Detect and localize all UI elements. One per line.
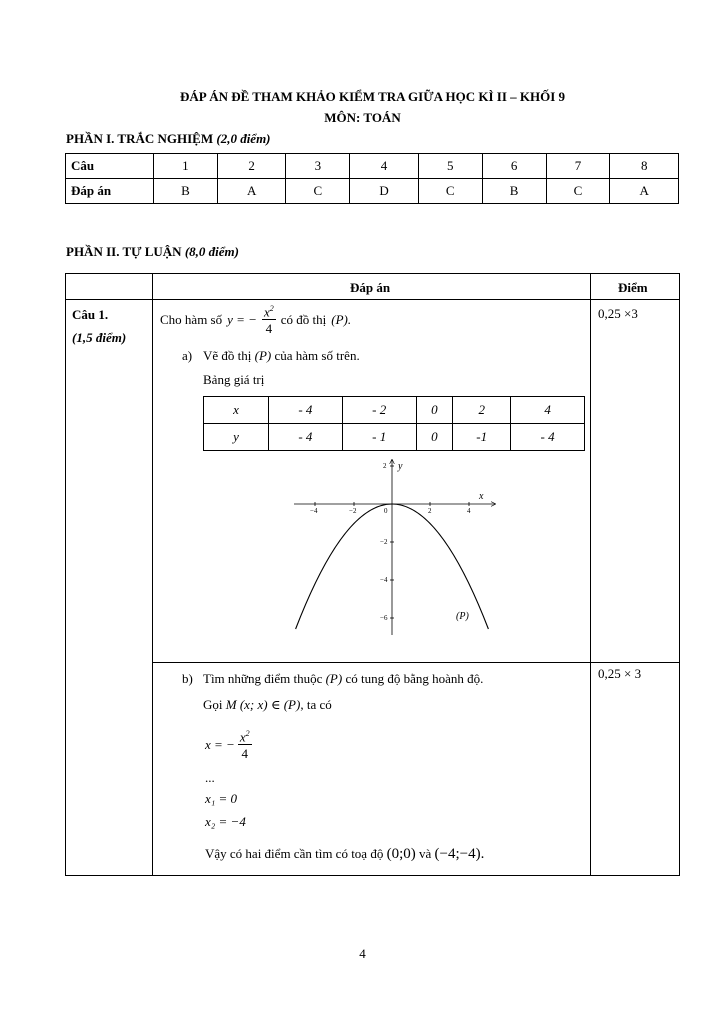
- value-table-caption: Bảng giá trị: [203, 372, 265, 387]
- x-value-3: 0: [416, 397, 453, 424]
- part-b-fraction: [238, 730, 252, 760]
- q1-label: Câu 1.: [72, 307, 109, 322]
- mc-answer-3: C: [286, 179, 350, 204]
- mc-answer-5: C: [418, 179, 482, 204]
- part2-points: (8,0 điểm): [184, 244, 239, 259]
- part-b-dots: ...: [205, 770, 215, 785]
- intro-p: (P).: [331, 312, 352, 328]
- x-tick-label-5: 4: [467, 507, 471, 515]
- part-b-point-2: (−4;−4).: [434, 846, 485, 862]
- x-axis-label: x: [479, 491, 484, 502]
- part-b-goi-line: [203, 697, 332, 713]
- mc-question-row: [66, 154, 679, 179]
- part-b-frac-num: x: [239, 729, 246, 745]
- intro-fraction: [262, 305, 276, 335]
- part-b-frac-den: 4: [241, 746, 248, 762]
- value-table-y-row: [204, 424, 585, 451]
- y-value-4: -1: [453, 424, 511, 451]
- q1-points: (1,5 điểm): [72, 330, 127, 345]
- value-table-x-label: x: [204, 397, 269, 424]
- mc-question-1: 1: [154, 154, 218, 179]
- part-b-x2: x₂ = −4: [205, 814, 246, 829]
- part-b-point-1: (0;0): [386, 846, 416, 862]
- part-b-goi: Gọi: [203, 697, 223, 712]
- essay-col-header-answer: Đáp án: [350, 280, 391, 295]
- y-value-2: - 1: [342, 424, 416, 451]
- essay-col-divider-1: [152, 273, 153, 876]
- mc-answer-8: A: [610, 179, 679, 204]
- part2-heading: [66, 244, 239, 260]
- part-b-p: (P): [325, 671, 343, 686]
- part-b-text: [203, 671, 483, 687]
- part-b-m: M (x; x) ∈ (P): [225, 697, 301, 712]
- part-b-text-1: Tìm những điểm thuộc: [203, 671, 323, 686]
- part-b-frac-exp: 2: [245, 729, 250, 738]
- part-a-text: [203, 348, 360, 364]
- intro-suffix: có đồ thị: [280, 312, 327, 328]
- score-part-b: 0,25 × 3: [598, 666, 642, 681]
- mc-question-4: 4: [350, 154, 419, 179]
- part1-heading: [66, 131, 271, 147]
- curve-label: (P): [456, 611, 469, 622]
- part-b-va: và: [419, 846, 432, 861]
- part-a-text-1: Vẽ đồ thị: [203, 348, 252, 363]
- multiple-choice-table: [65, 153, 679, 204]
- part-b-marker: b): [182, 671, 193, 686]
- mc-question-8: 8: [610, 154, 679, 179]
- x-tick-label-4: 2: [428, 507, 432, 515]
- intro-frac-den: 4: [265, 321, 273, 337]
- mc-question-7: 7: [546, 154, 610, 179]
- value-table: [203, 396, 585, 451]
- mc-question-3: 3: [286, 154, 350, 179]
- y-tick-label-3: −4: [380, 576, 388, 584]
- mc-answer-2: A: [217, 179, 286, 204]
- y-tick-label-2: −2: [380, 538, 388, 546]
- y-axis-label: y: [398, 461, 403, 472]
- x-value-5: 4: [511, 397, 585, 424]
- part-a-marker: a): [182, 348, 193, 363]
- essay-col-header-score: Điểm: [618, 280, 648, 295]
- y-value-3: 0: [416, 424, 453, 451]
- intro-y: y = −: [227, 312, 257, 328]
- x-tick-label-3: 0: [384, 507, 388, 515]
- mc-question-label: Câu: [66, 154, 154, 179]
- mc-answer-4: D: [350, 179, 419, 204]
- part-b-conclusion: [205, 846, 484, 863]
- mc-answer-label: Đáp án: [66, 179, 154, 204]
- q1-intro: [160, 305, 351, 335]
- mc-answer-1: B: [154, 179, 218, 204]
- mc-answer-6: B: [482, 179, 546, 204]
- part-b-equation: [205, 730, 252, 760]
- mc-answer-row: [66, 179, 679, 204]
- value-table-x-row: [204, 397, 585, 424]
- part2-heading-text: PHẦN II. TỰ LUẬN: [66, 244, 182, 259]
- intro-prefix: Cho hàm số: [160, 312, 223, 328]
- x-value-4: 2: [453, 397, 511, 424]
- parabola-graph: [280, 455, 510, 640]
- intro-frac-exp: 2: [269, 304, 274, 313]
- x-value-2: - 2: [342, 397, 416, 424]
- part1-points: (2,0 điểm): [216, 131, 271, 146]
- essay-col-divider-2: [590, 273, 591, 876]
- x-value-1: - 4: [269, 397, 343, 424]
- mc-question-2: 2: [217, 154, 286, 179]
- y-tick-label-4: −6: [380, 614, 388, 622]
- title-line-1: ĐÁP ÁN ĐỀ THAM KHẢO KIỂM TRA GIỮA HỌC KÌ II – KHỐI 9: [179, 89, 566, 104]
- x-tick-label-1: −4: [310, 507, 318, 515]
- mc-question-6: 6: [482, 154, 546, 179]
- essay-row-divider-b: [152, 662, 679, 663]
- part-b-text-2: có tung độ bằng hoành độ.: [345, 671, 484, 686]
- mc-answer-7: C: [546, 179, 610, 204]
- essay-header-divider: [65, 299, 680, 300]
- part1-heading-text: PHẦN I. TRẮC NGHIỆM: [66, 131, 214, 146]
- y-value-1: - 4: [269, 424, 343, 451]
- part-a-text-2: của hàm số trên.: [274, 348, 360, 363]
- intro-frac-num: x: [263, 304, 270, 320]
- title-line-2: MÔN: TOÁN: [324, 110, 401, 125]
- part-b-x1: x₁ = 0: [205, 791, 238, 806]
- value-table-y-label: y: [204, 424, 269, 451]
- y-tick-label-1: 2: [383, 462, 387, 470]
- x-tick-label-2: −2: [349, 507, 357, 515]
- page-number: 4: [359, 946, 366, 961]
- part-b-eq-lhs: x = −: [205, 737, 235, 753]
- part-b-taco: , ta có: [300, 697, 332, 712]
- mc-question-5: 5: [418, 154, 482, 179]
- part-b-conclusion-text: Vậy có hai điểm cần tìm có toạ độ: [205, 846, 384, 861]
- y-value-5: - 4: [511, 424, 585, 451]
- score-part-a: 0,25 ×3: [598, 306, 638, 321]
- part-a-p: (P): [254, 348, 272, 363]
